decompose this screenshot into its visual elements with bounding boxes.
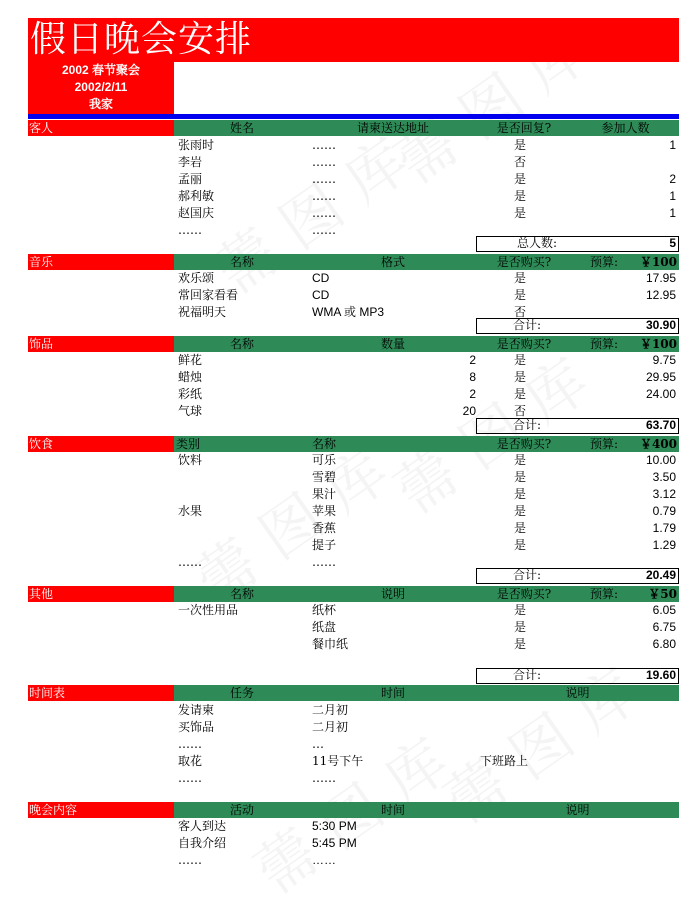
guest-name: 孟丽 [178, 172, 203, 186]
schedule-note: 下班路上 [480, 754, 529, 768]
other-total-box [476, 668, 679, 684]
program-activity: 客人到达 [178, 819, 227, 833]
header-cell: 预算: [589, 337, 619, 351]
guest-name: 张雨时 [178, 138, 215, 152]
header-cell: 是否购买? [496, 255, 552, 269]
music-price: 12.95 [645, 288, 676, 302]
decor-name: 气球 [178, 404, 203, 418]
guest-address: …… [312, 172, 336, 186]
food-category: 水果 [178, 504, 203, 518]
food-price [600, 554, 676, 570]
guest-count [600, 222, 676, 238]
guest-reply: 是 [514, 206, 527, 220]
decor-bought: 否 [514, 404, 527, 418]
event-place: 我家 [88, 97, 113, 111]
other-bought: 是 [514, 620, 527, 634]
music-price: 17.95 [645, 271, 676, 285]
program-note [480, 818, 676, 834]
decor-bought: 是 [514, 353, 527, 367]
guest-address: …… [312, 155, 336, 169]
other-name: 一次性用品 [178, 603, 239, 617]
music-name: 常回家看看 [178, 288, 239, 302]
section-label-music: 音乐 [28, 254, 174, 270]
section-label-other: 其他 [28, 586, 174, 602]
total-label: 合计: [512, 568, 542, 582]
guest-address: …… [312, 206, 336, 220]
page-title: 假日晚会安排 [28, 18, 679, 62]
header-cell: 名称 [229, 255, 254, 269]
food-name: 果汁 [312, 487, 337, 501]
other-desc: 餐巾纸 [312, 637, 349, 651]
food-bought: 是 [514, 538, 527, 552]
header-cell: 说明 [565, 803, 590, 817]
guest-reply: 否 [514, 155, 527, 169]
header-cell: 是否购买? [496, 587, 552, 601]
food-header [174, 436, 679, 452]
food-name: 提子 [312, 538, 337, 552]
program-activity: …… [178, 853, 202, 867]
decor-name: 彩纸 [178, 387, 203, 401]
event-info [28, 62, 174, 114]
other-name [178, 619, 308, 635]
food-price: 0.79 [652, 504, 676, 518]
guest-reply: 是 [514, 172, 527, 186]
header-cell: 请柬送达地址 [356, 121, 429, 135]
schedule-time: …… [312, 771, 336, 785]
music-format: WMA 或 MP3 [312, 305, 385, 319]
schedule-note [480, 770, 676, 786]
food-name: 香蕉 [312, 521, 337, 535]
guests-total-box [476, 236, 679, 252]
music-bought: 是 [514, 288, 527, 302]
decor-price: 9.75 [652, 353, 676, 367]
guest-reply [514, 222, 554, 238]
food-bought: 是 [514, 453, 527, 467]
schedule-time: 二月初 [312, 720, 349, 734]
decor-price: 29.95 [645, 370, 676, 384]
section-label-schedule: 时间表 [28, 685, 174, 701]
program-activity: 自我介绍 [178, 836, 227, 850]
food-category: 饮料 [178, 453, 203, 467]
schedule-note [480, 736, 676, 752]
total-value: 30.90 [645, 318, 676, 332]
other-price: 6.75 [652, 620, 676, 634]
music-bought: 是 [514, 271, 527, 285]
budget-value: ￥100 [639, 255, 677, 269]
food-bought [514, 554, 554, 570]
decor-header [174, 336, 679, 352]
program-note [480, 835, 676, 851]
food-price: 1.29 [652, 538, 676, 552]
program-time: 5:45 PM [312, 836, 357, 850]
other-header [174, 586, 679, 602]
decor-name: 蜡烛 [178, 370, 203, 384]
section-label-program: 晚会内容 [28, 802, 174, 818]
header-cell: 类别 [176, 437, 201, 451]
event-name: 2002 春节聚会 [61, 63, 141, 77]
guest-name: 李岩 [178, 155, 203, 169]
decor-bought: 是 [514, 387, 527, 401]
total-value: 20.49 [645, 568, 676, 582]
decor-total-box [476, 418, 679, 434]
music-header [174, 254, 679, 270]
header-cell: 预算: [589, 437, 619, 451]
food-name: …… [312, 555, 336, 569]
guest-reply: 是 [514, 189, 527, 203]
header-cell: 名称 [229, 587, 254, 601]
food-price: 3.12 [652, 487, 676, 501]
schedule-note [480, 702, 676, 718]
program-header [174, 802, 679, 818]
food-bought: 是 [514, 504, 527, 518]
schedule-task: …… [178, 771, 202, 785]
schedule-task: 发请柬 [178, 703, 215, 717]
guest-address: …… [312, 138, 336, 152]
event-date: 2002/2/11 [74, 80, 128, 94]
food-price: 3.50 [652, 470, 676, 484]
header-cell: 活动 [229, 803, 254, 817]
schedule-time: 二月初 [312, 703, 349, 717]
program-time: 5:30 PM [312, 819, 357, 833]
food-name: 可乐 [312, 453, 337, 467]
guest-name: 赵国庆 [178, 206, 215, 220]
total-value: 19.60 [645, 668, 676, 682]
decor-qty: 2 [469, 387, 476, 401]
schedule-task: 买饰品 [178, 720, 215, 734]
header-cell: 是否回复? [496, 121, 552, 135]
header-cell: 预算: [589, 587, 619, 601]
food-category [178, 486, 308, 502]
decor-qty: 20 [462, 404, 476, 418]
guest-address: …… [312, 189, 336, 203]
header-cell: 名称 [312, 437, 337, 451]
food-bought: 是 [514, 470, 527, 484]
header-cell: 参加人数 [601, 121, 650, 135]
program-note [480, 852, 676, 868]
music-format: CD [312, 271, 330, 285]
budget-value: ￥100 [639, 337, 677, 351]
section-label-decor: 饰品 [28, 336, 174, 352]
music-bought: 否 [514, 305, 527, 319]
header-cell: 时间 [380, 803, 405, 817]
schedule-time: 11号下午 [312, 754, 364, 768]
total-value: 5 [669, 236, 676, 250]
total-label: 合计: [512, 418, 542, 432]
food-category [178, 469, 308, 485]
guest-name: 郝利敏 [178, 189, 215, 203]
header-cell: 名称 [229, 337, 254, 351]
header-cell: 预算: [589, 255, 619, 269]
schedule-note [480, 719, 676, 735]
other-name [178, 636, 308, 652]
food-total-box [476, 568, 679, 584]
guest-name: …… [178, 223, 202, 237]
food-bought: 是 [514, 487, 527, 501]
food-category [178, 537, 308, 553]
total-label: 合计: [512, 668, 542, 682]
food-name: 雪碧 [312, 470, 337, 484]
header-cell: 说明 [565, 686, 590, 700]
total-value: 63.70 [645, 418, 676, 432]
guest-count: 2 [669, 172, 676, 186]
schedule-task: 取花 [178, 754, 203, 768]
program-time: …… [312, 853, 336, 867]
total-label: 合计: [512, 318, 542, 332]
guest-count [600, 154, 676, 170]
music-total-box [476, 318, 679, 334]
header-cell: 任务 [229, 686, 254, 700]
other-desc: 纸盘 [312, 620, 337, 634]
decor-bought: 是 [514, 370, 527, 384]
other-bought: 是 [514, 637, 527, 651]
food-name: 苹果 [312, 504, 337, 518]
decor-qty: 8 [469, 370, 476, 384]
music-name: 欢乐颂 [178, 271, 215, 285]
music-format: CD [312, 288, 330, 302]
guest-count: 1 [669, 206, 676, 220]
food-price: 1.79 [652, 521, 676, 535]
other-price: 6.80 [652, 637, 676, 651]
schedule-header [174, 685, 679, 701]
section-label-guests: 客人 [28, 120, 174, 136]
schedule-time: … [312, 737, 324, 751]
header-cell: 格式 [380, 255, 405, 269]
decor-price [600, 403, 676, 419]
header-cell: 说明 [380, 587, 405, 601]
guest-address: …… [312, 223, 336, 237]
guests-header [174, 120, 679, 136]
guest-count: 1 [669, 189, 676, 203]
schedule-task: …… [178, 737, 202, 751]
decor-name: 鲜花 [178, 353, 203, 367]
section-label-food: 饮食 [28, 436, 174, 452]
food-bought: 是 [514, 521, 527, 535]
header-cell: 数量 [380, 337, 405, 351]
other-price: 6.05 [652, 603, 676, 617]
budget-value: ￥50 [648, 587, 677, 601]
music-price [600, 304, 676, 320]
budget-value: ￥400 [639, 437, 677, 451]
food-price: 10.00 [645, 453, 676, 467]
header-cell: 姓名 [229, 121, 254, 135]
divider-line [28, 114, 679, 119]
other-bought: 是 [514, 603, 527, 617]
music-name: 祝福明天 [178, 305, 227, 319]
header-cell: 是否购买? [496, 337, 552, 351]
guest-count: 1 [669, 138, 676, 152]
food-category [178, 520, 308, 536]
header-cell: 是否购买? [496, 437, 552, 451]
other-desc: 纸杯 [312, 603, 337, 617]
food-category: …… [178, 555, 202, 569]
guest-reply: 是 [514, 138, 527, 152]
decor-price: 24.00 [645, 387, 676, 401]
decor-qty: 2 [469, 353, 476, 367]
total-label: 总人数: [516, 236, 558, 250]
header-cell: 时间 [380, 686, 405, 700]
